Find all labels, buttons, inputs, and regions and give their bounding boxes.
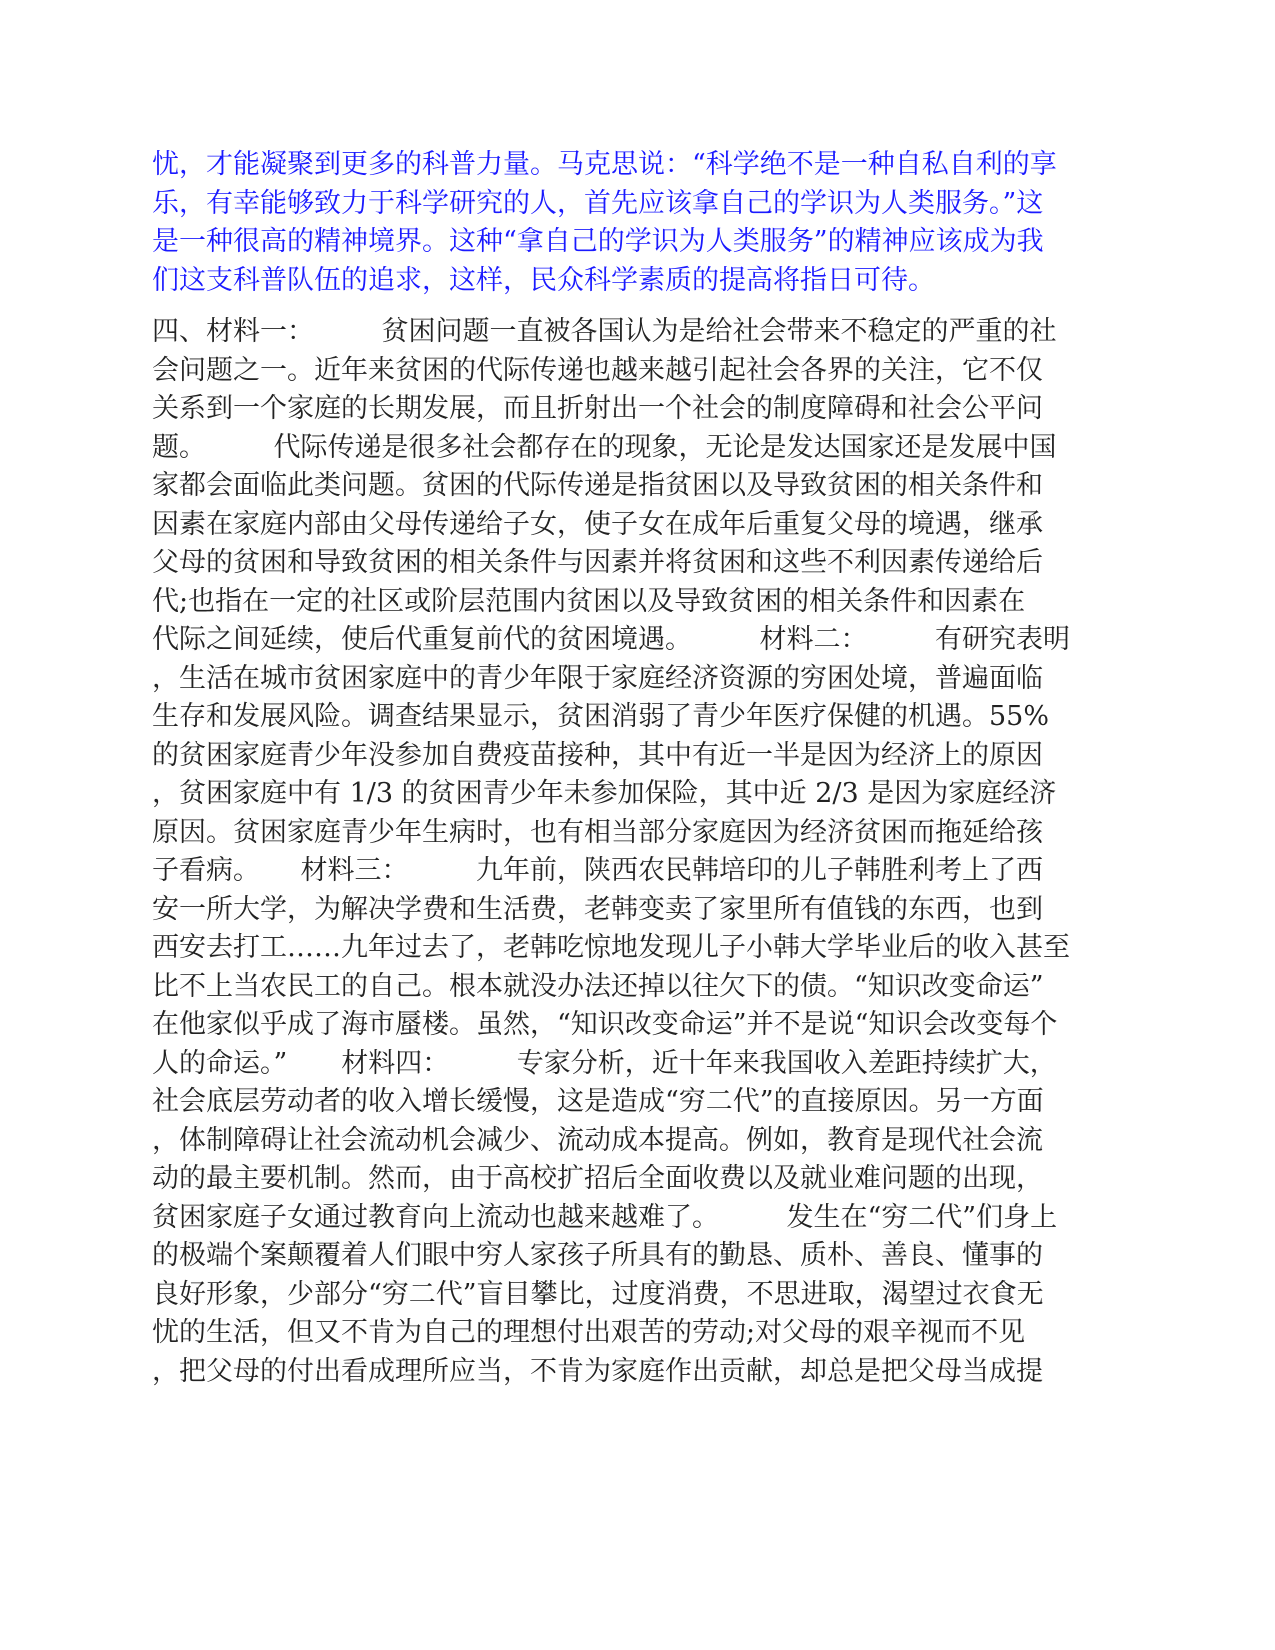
text-line: 是一种很高的精神境界。这种“拿自己的学识为人类服务”的精神应该成为我	[152, 226, 1044, 257]
text-line: 安一所大学，为解决学费和生活费，老韩变卖了家里所有值钱的东西，也到	[152, 893, 1043, 925]
answer-paragraph	[152, 146, 1132, 300]
text-line: 家都会面临此类问题。贫困的代际传递是指贫困以及导致贫困的相关条件和	[152, 470, 1043, 501]
text-line: 会问题之一。近年来贫困的代际传递也越来越引起社会各界的关注，它不仅	[152, 354, 1043, 386]
text-line: 代际之间延续，使后代重复前代的贫困境遇。 材料二： 有研究表明	[152, 624, 1070, 655]
text-line: 们这支科普队伍的追求，这样，民众科学素质的提高将指日可待。	[152, 264, 935, 296]
text-line: 在他家似乎成了海市蜃楼。虽然，“知识改变命运”并不是说“知识会改变每个	[152, 1009, 1058, 1040]
text-line: 良好形象，少部分“穷二代”盲目攀比，过度消费，不思进取，渴望过衣食无	[152, 1278, 1044, 1310]
text-line: 的贫困家庭青少年没参加自费疫苗接种，其中有近一半是因为经济上的原因	[152, 739, 1043, 771]
text-line: 生存和发展风险。调查结果显示，贫困消弱了青少年医疗保健的机遇。55%	[152, 701, 1050, 732]
text-line: 的极端个案颠覆着人们眼中穷人家孩子所具有的勤恳、质朴、善良、懂事的	[152, 1240, 1043, 1271]
text-line: 原因。贫困家庭青少年生病时，也有相当部分家庭因为经济贫困而拖延给孩	[152, 816, 1043, 848]
text-line: 关系到一个家庭的长期发展，而且折射出一个社会的制度障碍和社会公平问	[152, 393, 1043, 424]
text-line: 乐，有幸能够致力于科学研究的人，首先应该拿自己的学识为人类服务。”这	[152, 187, 1044, 219]
text-line: 西安去打工……九年过去了，老韩吃惊地发现儿子小韩大学毕业后的收入甚至	[152, 932, 1070, 963]
text-line: ，把父母的付出看成理所应当，不肯为家庭作出贡献，却总是把父母当成提	[152, 1355, 1043, 1387]
text-line: ，贫困家庭中有 1/3 的贫困青少年未参加保险，其中近 2/3 是因为家庭经济	[152, 778, 1057, 809]
text-line: 题。 代际传递是很多社会都存在的现象，无论是发达国家还是发展中国	[152, 431, 1057, 463]
material-paragraph	[152, 313, 1132, 1391]
text-line: 社会底层劳动者的收入增长缓慢，这是造成“穷二代”的直接原因。另一方面	[152, 1086, 1044, 1117]
text-line: 四、材料一： 贫困问题一直被各国认为是给社会带来不稳定的严重的社	[152, 316, 1057, 347]
text-line: ，生活在城市贫困家庭中的青少年限于家庭经济资源的穷困处境，普遍面临	[152, 662, 1043, 694]
text-line: 动的最主要机制。然而，由于高校扩招后全面收费以及就业难问题的出现，	[152, 1163, 1043, 1194]
text-line: 代;也指在一定的社区或阶层范围内贫困以及导致贫困的相关条件和因素在	[152, 585, 1026, 617]
text-line: 贫困家庭子女通过教育向上流动也越来越难了。 发生在“穷二代”们身上	[152, 1201, 1058, 1233]
text-line: 比不上当农民工的自己。根本就没办法还掉以往欠下的债。“知识改变命运”	[152, 970, 1044, 1002]
text-line: 忧的生活，但又不肯为自己的理想付出艰苦的劳动;对父母的艰辛视而不见	[152, 1317, 1026, 1348]
text-line: 忧，才能凝聚到更多的科普力量。马克思说：“科学绝不是一种自私自利的享	[152, 149, 1057, 180]
text-line: 人的命运。” 材料四： 专家分析，近十年来我国收入差距持续扩大，	[152, 1047, 1057, 1079]
text-line: 因素在家庭内部由父母传递给子女，使子女在成年后重复父母的境遇，继承	[152, 508, 1043, 540]
text-line: ，体制障碍让社会流动机会减少、流动成本提高。例如，教育是现代社会流	[152, 1124, 1043, 1156]
text-line: 父母的贫困和导致贫困的相关条件与因素并将贫困和这些不利因素传递给后	[152, 547, 1043, 578]
text-line: 子看病。 材料三： 九年前，陕西农民韩培印的儿子韩胜利考上了西	[152, 855, 1043, 886]
